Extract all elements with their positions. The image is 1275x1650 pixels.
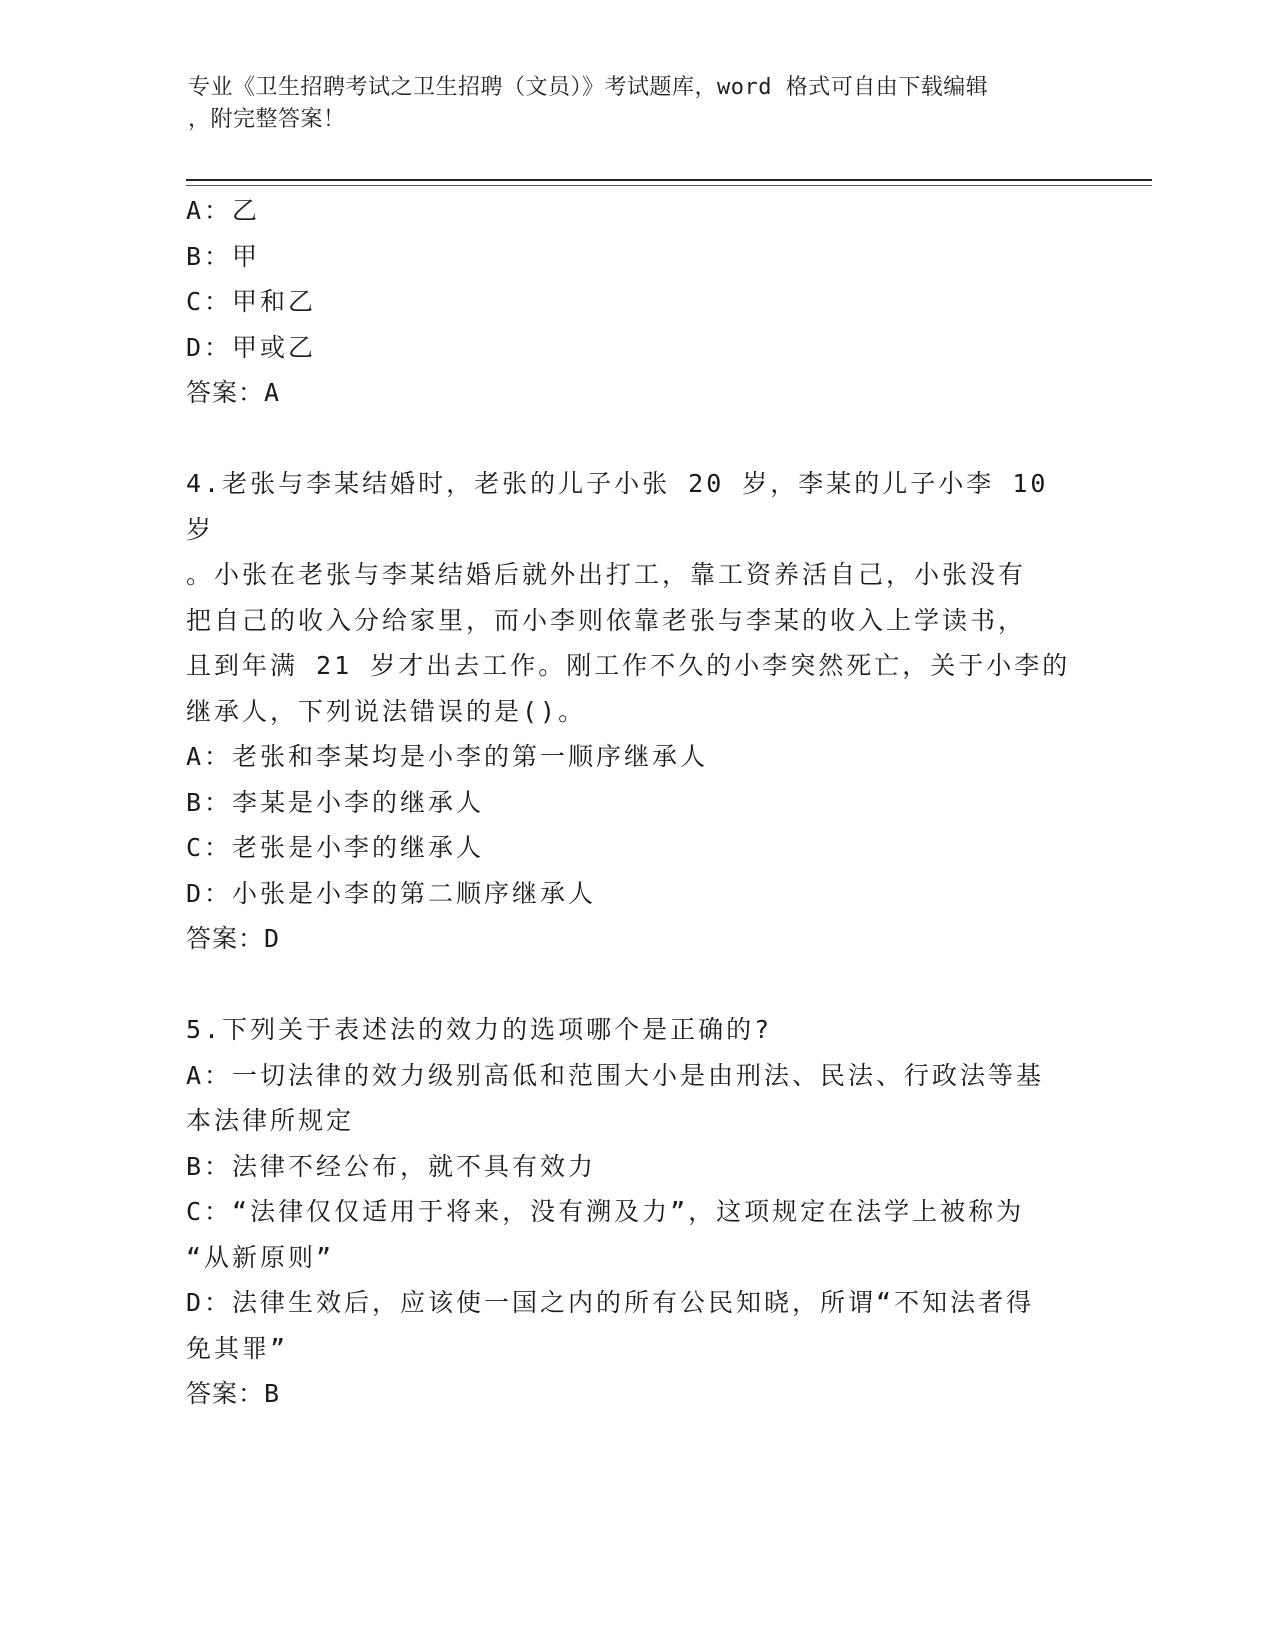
- question-stem-line: 且到年满 21 岁才出去工作。刚工作不久的小李突然死亡，关于小李的: [186, 651, 1071, 680]
- option-d: D：法律生效后，应该使一国之内的所有公民知晓，所谓“不知法者得: [186, 1288, 1035, 1317]
- option-c: C：甲和乙: [186, 287, 317, 316]
- option-b: B：李某是小李的继承人: [186, 787, 485, 817]
- option-c: C：老张是小李的继承人: [186, 833, 485, 862]
- question-stem-line: 继承人，下列说法错误的是()。: [186, 696, 587, 726]
- answer-line: 答案：A: [186, 378, 281, 407]
- option-a-continued: 本法律所规定: [186, 1106, 355, 1135]
- header-divider-thin: [186, 185, 1152, 186]
- question-4: [186, 461, 1086, 962]
- answer-line: 答案：B: [186, 1379, 281, 1408]
- option-a: A：老张和李某均是小李的第一顺序继承人: [186, 742, 709, 771]
- question-spacer: [186, 962, 1086, 1008]
- option-d-continued: 免其罪”: [186, 1333, 289, 1363]
- question-stem-line: 。小张在老张与李某结婚后就外出打工，靠工资养活自己，小张没有: [186, 560, 1027, 589]
- option-c-continued: “从新原则”: [186, 1242, 335, 1272]
- answer-line: 答案：D: [186, 924, 281, 953]
- question-5: [186, 1007, 1086, 1417]
- option-d: D：小张是小李的第二顺序继承人: [186, 878, 597, 908]
- option-d: D：甲或乙: [186, 332, 317, 362]
- header-line-2: ，附完整答案！: [188, 107, 346, 132]
- option-c: C：“法律仅仅适用于将来，没有溯及力”，这项规定在法学上被称为: [186, 1197, 1025, 1226]
- option-b: B：甲: [186, 241, 261, 271]
- question-stem-line: 5.下列关于表述法的效力的选项哪个是正确的?: [186, 1015, 773, 1044]
- question-stem-line: 把自己的收入分给家里，而小李则依靠老张与李某的收入上学读书，: [186, 605, 1027, 635]
- option-a: A：乙: [186, 196, 261, 225]
- question-spacer: [186, 416, 1086, 462]
- document-body: [186, 188, 1086, 1417]
- document-header: [188, 72, 1068, 136]
- question-stem-line: 4.老张与李某结婚时，老张的儿子小张 20 岁，李某的儿子小李 10 岁: [186, 469, 1049, 544]
- option-a: A：一切法律的效力级别高低和范围大小是由刑法、民法、行政法等基: [186, 1060, 1045, 1090]
- question-3-tail: [186, 188, 1086, 416]
- option-b: B：法律不经公布，就不具有效力: [186, 1151, 597, 1181]
- header-line-1: 专业《卫生招聘考试之卫生招聘（文员）》考试题库，word 格式可自由下载编辑: [188, 75, 989, 100]
- header-divider-thick: [186, 179, 1152, 181]
